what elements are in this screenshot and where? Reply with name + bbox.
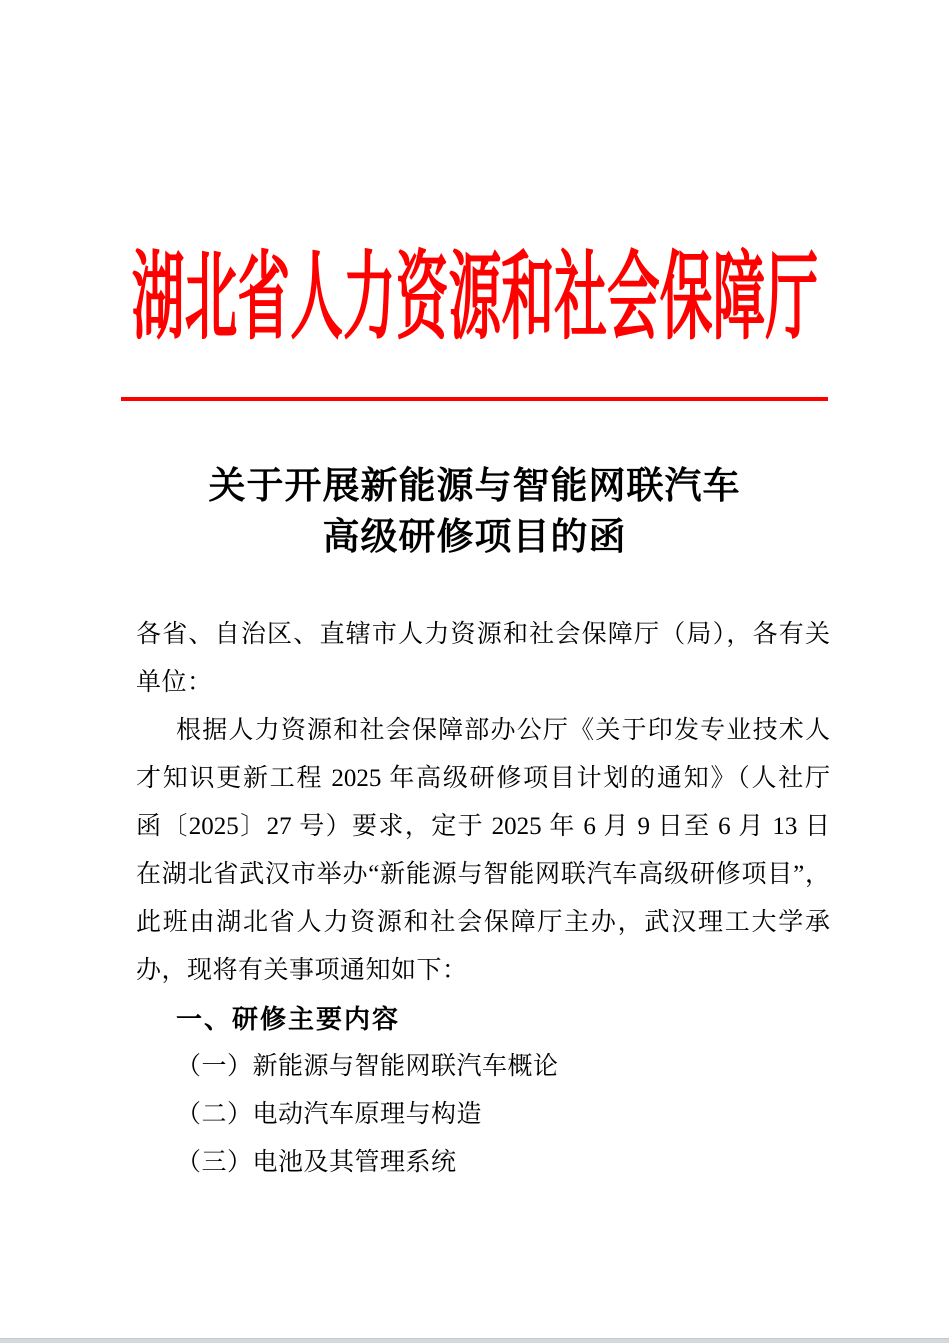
body-line-paragraph-end: 办，现将有关事项通知如下： xyxy=(136,957,468,984)
section-heading: 一、研修主要内容 xyxy=(176,1004,401,1034)
list-item-1: （一）新能源与智能网联汽车概论 xyxy=(176,1053,559,1080)
body-line-paragraph: 此班由湖北省人力资源和社会保障厅主办，武汉理工大学承 xyxy=(136,909,830,936)
document-title-line1: 关于开展新能源与智能网联汽车 xyxy=(208,466,741,507)
document-body xyxy=(136,611,830,1187)
body-line-salutation: 各省、自治区、直辖市人力资源和社会保障厅（局），各有关 xyxy=(136,621,830,648)
list-item-3: （三）电池及其管理系统 xyxy=(176,1149,457,1176)
body-line-salutation-end: 单位： xyxy=(136,669,213,696)
body-line-paragraph: 函〔2025〕27 号）要求，定于 2025 年 6 月 9 日至 6 月 13 日 xyxy=(136,813,830,840)
letterhead-banner xyxy=(0,243,949,353)
page-bottom-edge xyxy=(0,1338,949,1343)
document-title xyxy=(0,461,949,563)
letterhead-title: 湖北省人力资源和社会保障厅 xyxy=(131,243,818,351)
list-item-2: （二）电动汽车原理与构造 xyxy=(176,1101,483,1128)
document-title-line2: 高级研修项目的函 xyxy=(322,517,627,558)
body-line-paragraph: 根据人力资源和社会保障部办公厅《关于印发专业技术人 xyxy=(176,717,830,744)
body-line-paragraph: 才知识更新工程 2025 年高级研修项目计划的通知》（人社厅 xyxy=(136,765,830,792)
body-line-paragraph: 在湖北省武汉市举办“新能源与智能网联汽车高级研修项目”， xyxy=(136,861,830,888)
letterhead-divider-line xyxy=(121,397,828,401)
